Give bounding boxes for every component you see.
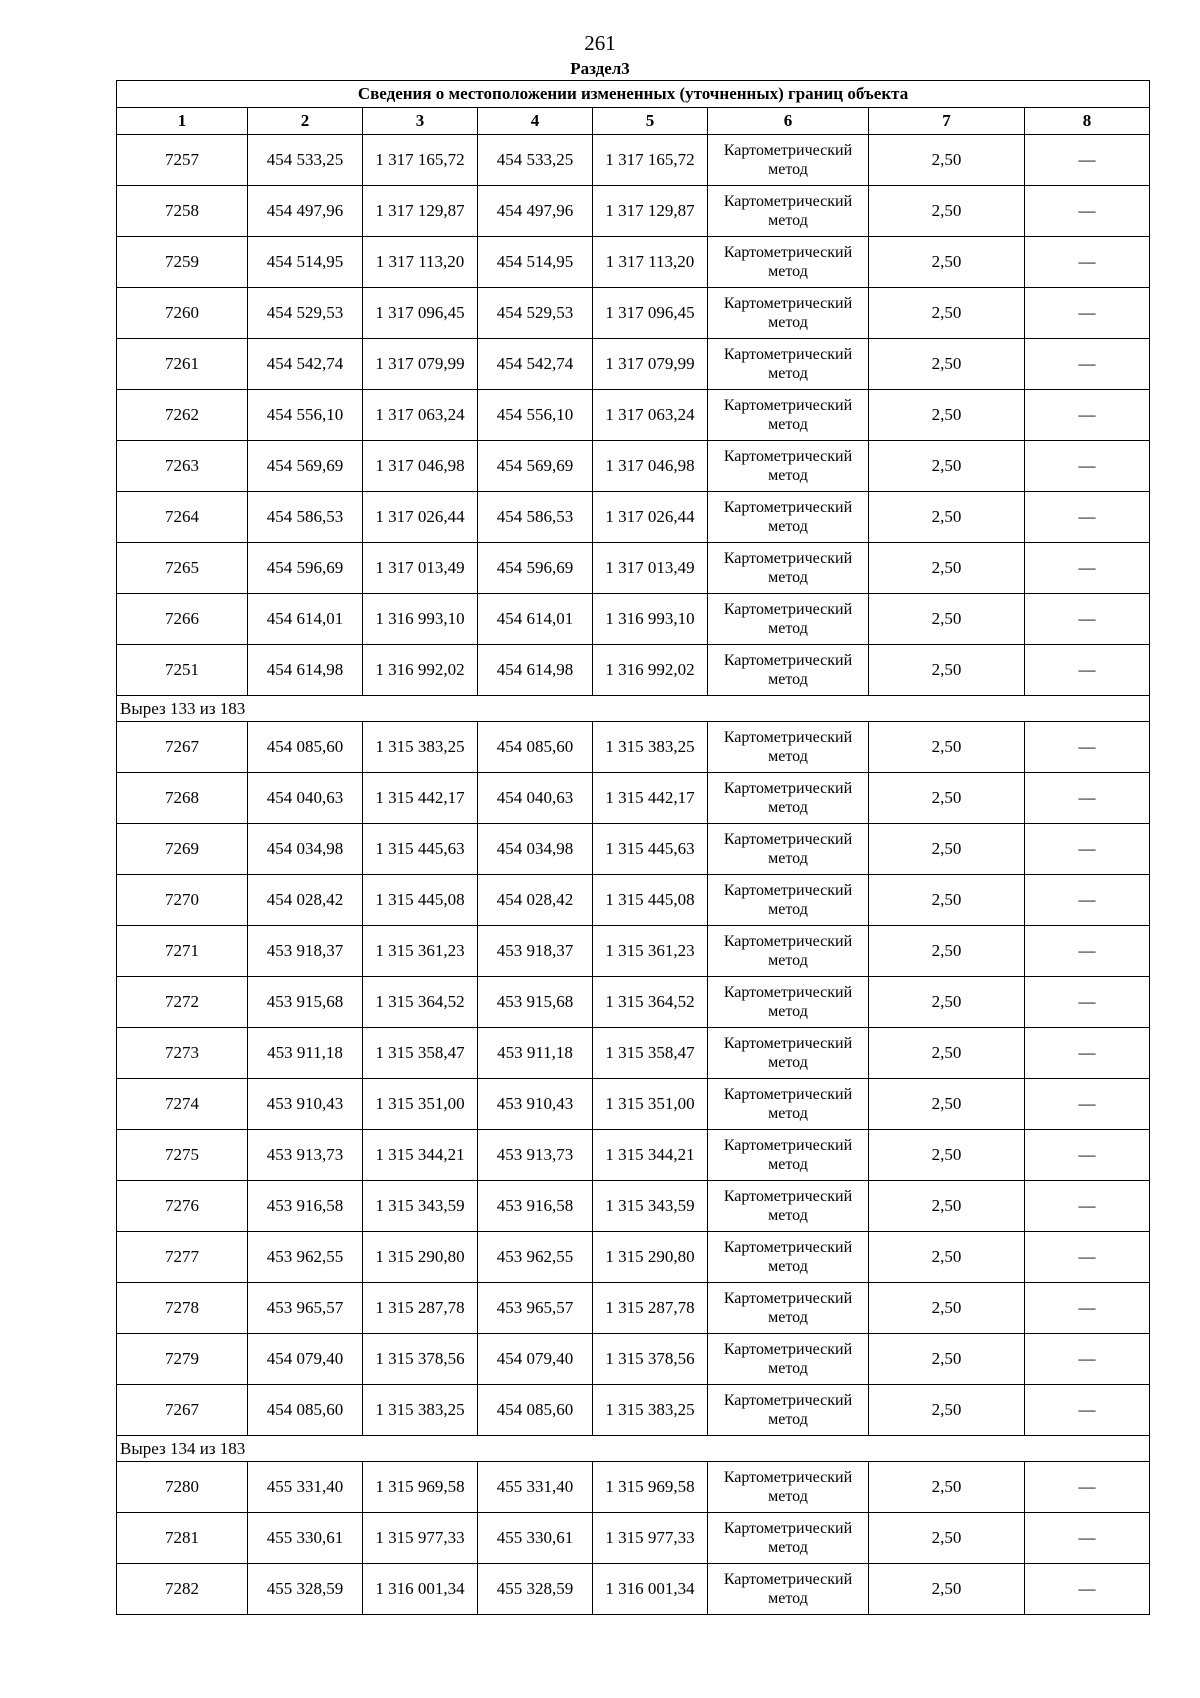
cell-col-7: 2,50 — [869, 1564, 1025, 1615]
cell-col-2: 454 497,96 — [248, 186, 363, 237]
cell-col-5: 1 317 096,45 — [593, 288, 708, 339]
cell-col-2: 453 916,58 — [248, 1181, 363, 1232]
cell-col-1: 7263 — [117, 441, 248, 492]
column-number-2: 2 — [248, 108, 363, 135]
cell-col-1: 7273 — [117, 1028, 248, 1079]
cell-col-6: Картометрический метод — [708, 1028, 869, 1079]
cell-col-8: — — [1025, 186, 1150, 237]
cell-col-8: — — [1025, 1130, 1150, 1181]
cell-col-5: 1 315 364,52 — [593, 977, 708, 1028]
cell-col-6: Картометрический метод — [708, 390, 869, 441]
cell-col-4: 454 614,01 — [478, 594, 593, 645]
cell-col-6: Картометрический метод — [708, 594, 869, 645]
table-row — [117, 1334, 1150, 1385]
table-row — [117, 339, 1150, 390]
table-row — [117, 773, 1150, 824]
cut-header-row — [117, 1436, 1150, 1462]
table-row — [117, 645, 1150, 696]
table-row — [117, 594, 1150, 645]
cell-col-7: 2,50 — [869, 1283, 1025, 1334]
cell-col-2: 453 913,73 — [248, 1130, 363, 1181]
cell-col-7: 2,50 — [869, 645, 1025, 696]
cell-col-8: — — [1025, 339, 1150, 390]
cell-col-5: 1 315 977,33 — [593, 1513, 708, 1564]
table-row — [117, 824, 1150, 875]
cell-col-1: 7280 — [117, 1462, 248, 1513]
cell-col-3: 1 316 992,02 — [363, 645, 478, 696]
cell-col-2: 454 614,98 — [248, 645, 363, 696]
cell-col-5: 1 317 129,87 — [593, 186, 708, 237]
cell-col-1: 7281 — [117, 1513, 248, 1564]
cell-col-3: 1 315 445,08 — [363, 875, 478, 926]
cell-col-8: — — [1025, 237, 1150, 288]
cell-col-1: 7262 — [117, 390, 248, 441]
cell-col-2: 454 040,63 — [248, 773, 363, 824]
cell-col-5: 1 315 344,21 — [593, 1130, 708, 1181]
table-row — [117, 1232, 1150, 1283]
table-row — [117, 237, 1150, 288]
cell-col-3: 1 317 046,98 — [363, 441, 478, 492]
cell-col-4: 453 910,43 — [478, 1079, 593, 1130]
page-number: 261 — [584, 31, 616, 55]
cell-col-4: 455 331,40 — [478, 1462, 593, 1513]
cell-col-7: 2,50 — [869, 1385, 1025, 1436]
column-number-row — [117, 108, 1150, 135]
cell-col-2: 454 533,25 — [248, 135, 363, 186]
cell-col-8: — — [1025, 594, 1150, 645]
cell-col-5: 1 315 442,17 — [593, 773, 708, 824]
cell-col-2: 454 529,53 — [248, 288, 363, 339]
cell-col-4: 454 529,53 — [478, 288, 593, 339]
cell-col-4: 454 514,95 — [478, 237, 593, 288]
column-number-4: 4 — [478, 108, 593, 135]
cell-col-6: Картометрический метод — [708, 1232, 869, 1283]
column-number-7: 7 — [869, 108, 1025, 135]
table-row — [117, 492, 1150, 543]
cell-col-2: 454 085,60 — [248, 722, 363, 773]
cell-col-7: 2,50 — [869, 492, 1025, 543]
cell-col-6: Картометрический метод — [708, 492, 869, 543]
cell-col-8: — — [1025, 441, 1150, 492]
table-row — [117, 1283, 1150, 1334]
cell-col-1: 7276 — [117, 1181, 248, 1232]
table-row — [117, 1385, 1150, 1436]
cell-col-6: Картометрический метод — [708, 824, 869, 875]
cell-col-6: Картометрический метод — [708, 875, 869, 926]
cell-col-5: 1 315 445,63 — [593, 824, 708, 875]
table-row — [117, 722, 1150, 773]
cell-col-1: 7271 — [117, 926, 248, 977]
cell-col-7: 2,50 — [869, 773, 1025, 824]
cell-col-4: 454 497,96 — [478, 186, 593, 237]
cell-col-8: — — [1025, 1181, 1150, 1232]
cell-col-3: 1 315 287,78 — [363, 1283, 478, 1334]
cell-col-1: 7267 — [117, 722, 248, 773]
cell-col-2: 455 330,61 — [248, 1513, 363, 1564]
cell-col-4: 453 913,73 — [478, 1130, 593, 1181]
cell-col-7: 2,50 — [869, 390, 1025, 441]
cell-col-2: 454 034,98 — [248, 824, 363, 875]
cell-col-1: 7275 — [117, 1130, 248, 1181]
cell-col-1: 7272 — [117, 977, 248, 1028]
cell-col-7: 2,50 — [869, 594, 1025, 645]
cell-col-4: 453 962,55 — [478, 1232, 593, 1283]
table-row — [117, 875, 1150, 926]
cell-col-8: — — [1025, 1232, 1150, 1283]
cell-col-8: — — [1025, 288, 1150, 339]
cell-col-2: 453 918,37 — [248, 926, 363, 977]
cell-col-2: 454 596,69 — [248, 543, 363, 594]
cell-col-8: — — [1025, 543, 1150, 594]
cell-col-8: — — [1025, 1385, 1150, 1436]
cell-col-8: — — [1025, 135, 1150, 186]
cell-col-4: 455 328,59 — [478, 1564, 593, 1615]
cell-col-7: 2,50 — [869, 186, 1025, 237]
cell-col-8: — — [1025, 926, 1150, 977]
table-body — [117, 135, 1150, 1615]
cell-col-5: 1 316 993,10 — [593, 594, 708, 645]
cell-col-3: 1 317 113,20 — [363, 237, 478, 288]
cell-col-6: Картометрический метод — [708, 1334, 869, 1385]
table-row — [117, 1462, 1150, 1513]
cell-col-5: 1 315 351,00 — [593, 1079, 708, 1130]
cell-col-8: — — [1025, 773, 1150, 824]
cell-col-6: Картометрический метод — [708, 977, 869, 1028]
cell-col-7: 2,50 — [869, 1462, 1025, 1513]
cell-col-1: 7257 — [117, 135, 248, 186]
cell-col-8: — — [1025, 1513, 1150, 1564]
cell-col-3: 1 315 383,25 — [363, 722, 478, 773]
cell-col-6: Картометрический метод — [708, 773, 869, 824]
cell-col-2: 453 911,18 — [248, 1028, 363, 1079]
cell-col-4: 454 079,40 — [478, 1334, 593, 1385]
column-number-8: 8 — [1025, 108, 1150, 135]
cut-label: Вырез 134 из 183 — [117, 1436, 1150, 1462]
cell-col-4: 453 911,18 — [478, 1028, 593, 1079]
cell-col-3: 1 316 001,34 — [363, 1564, 478, 1615]
cell-col-1: 7277 — [117, 1232, 248, 1283]
cell-col-3: 1 315 361,23 — [363, 926, 478, 977]
cell-col-7: 2,50 — [869, 1232, 1025, 1283]
cell-col-4: 454 533,25 — [478, 135, 593, 186]
cell-col-4: 454 586,53 — [478, 492, 593, 543]
cell-col-6: Картометрический метод — [708, 339, 869, 390]
cell-col-5: 1 315 290,80 — [593, 1232, 708, 1283]
cell-col-3: 1 315 290,80 — [363, 1232, 478, 1283]
cell-col-7: 2,50 — [869, 1079, 1025, 1130]
cell-col-6: Картометрический метод — [708, 1564, 869, 1615]
table-row — [117, 1513, 1150, 1564]
column-number-1: 1 — [117, 108, 248, 135]
cell-col-2: 454 514,95 — [248, 237, 363, 288]
cell-col-1: 7251 — [117, 645, 248, 696]
cell-col-3: 1 315 969,58 — [363, 1462, 478, 1513]
cell-col-3: 1 316 993,10 — [363, 594, 478, 645]
cell-col-1: 7266 — [117, 594, 248, 645]
cell-col-3: 1 317 096,45 — [363, 288, 478, 339]
cell-col-1: 7268 — [117, 773, 248, 824]
cell-col-2: 454 586,53 — [248, 492, 363, 543]
cell-col-3: 1 317 165,72 — [363, 135, 478, 186]
cell-col-5: 1 315 287,78 — [593, 1283, 708, 1334]
cell-col-2: 453 965,57 — [248, 1283, 363, 1334]
cell-col-6: Картометрический метод — [708, 186, 869, 237]
table-row — [117, 135, 1150, 186]
cell-col-3: 1 317 026,44 — [363, 492, 478, 543]
cell-col-4: 454 569,69 — [478, 441, 593, 492]
cell-col-7: 2,50 — [869, 722, 1025, 773]
cell-col-4: 453 915,68 — [478, 977, 593, 1028]
cell-col-8: — — [1025, 1334, 1150, 1385]
cell-col-2: 454 542,74 — [248, 339, 363, 390]
cell-col-8: — — [1025, 1283, 1150, 1334]
table-row — [117, 1181, 1150, 1232]
cell-col-3: 1 315 344,21 — [363, 1130, 478, 1181]
cell-col-6: Картометрический метод — [708, 1130, 869, 1181]
cell-col-1: 7261 — [117, 339, 248, 390]
cell-col-5: 1 315 969,58 — [593, 1462, 708, 1513]
cell-col-4: 454 596,69 — [478, 543, 593, 594]
cell-col-8: — — [1025, 645, 1150, 696]
cell-col-7: 2,50 — [869, 339, 1025, 390]
cell-col-1: 7264 — [117, 492, 248, 543]
cell-col-1: 7269 — [117, 824, 248, 875]
cell-col-1: 7282 — [117, 1564, 248, 1615]
cell-col-8: — — [1025, 390, 1150, 441]
cell-col-7: 2,50 — [869, 875, 1025, 926]
cell-col-6: Картометрический метод — [708, 1079, 869, 1130]
cell-col-8: — — [1025, 722, 1150, 773]
cell-col-3: 1 317 079,99 — [363, 339, 478, 390]
cell-col-3: 1 315 351,00 — [363, 1079, 478, 1130]
cell-col-7: 2,50 — [869, 237, 1025, 288]
cell-col-3: 1 315 343,59 — [363, 1181, 478, 1232]
cell-col-2: 453 915,68 — [248, 977, 363, 1028]
cell-col-1: 7278 — [117, 1283, 248, 1334]
cell-col-5: 1 317 046,98 — [593, 441, 708, 492]
cell-col-5: 1 315 358,47 — [593, 1028, 708, 1079]
cell-col-5: 1 315 383,25 — [593, 1385, 708, 1436]
cell-col-4: 454 085,60 — [478, 1385, 593, 1436]
cell-col-5: 1 317 079,99 — [593, 339, 708, 390]
table-row — [117, 1564, 1150, 1615]
cell-col-5: 1 317 063,24 — [593, 390, 708, 441]
column-number-5: 5 — [593, 108, 708, 135]
cell-col-3: 1 315 383,25 — [363, 1385, 478, 1436]
cell-col-6: Картометрический метод — [708, 1385, 869, 1436]
cell-col-7: 2,50 — [869, 441, 1025, 492]
table-row — [117, 543, 1150, 594]
table-row — [117, 977, 1150, 1028]
section-title: Раздел3 — [570, 59, 630, 78]
cell-col-3: 1 315 364,52 — [363, 977, 478, 1028]
cell-col-7: 2,50 — [869, 1130, 1025, 1181]
cell-col-7: 2,50 — [869, 135, 1025, 186]
cell-col-7: 2,50 — [869, 926, 1025, 977]
cell-col-8: — — [1025, 1564, 1150, 1615]
cell-col-4: 453 916,58 — [478, 1181, 593, 1232]
cell-col-8: — — [1025, 1028, 1150, 1079]
cell-col-5: 1 316 001,34 — [593, 1564, 708, 1615]
table-row — [117, 441, 1150, 492]
cell-col-2: 455 331,40 — [248, 1462, 363, 1513]
cell-col-5: 1 317 013,49 — [593, 543, 708, 594]
cell-col-6: Картометрический метод — [708, 1462, 869, 1513]
column-number-3: 3 — [363, 108, 478, 135]
cell-col-4: 454 040,63 — [478, 773, 593, 824]
cell-col-2: 453 910,43 — [248, 1079, 363, 1130]
cell-col-6: Картометрический метод — [708, 441, 869, 492]
cell-col-2: 454 614,01 — [248, 594, 363, 645]
cell-col-7: 2,50 — [869, 824, 1025, 875]
cell-col-2: 454 556,10 — [248, 390, 363, 441]
cell-col-4: 454 542,74 — [478, 339, 593, 390]
cell-col-1: 7274 — [117, 1079, 248, 1130]
cell-col-1: 7265 — [117, 543, 248, 594]
cell-col-3: 1 317 013,49 — [363, 543, 478, 594]
cell-col-5: 1 316 992,02 — [593, 645, 708, 696]
cell-col-4: 454 556,10 — [478, 390, 593, 441]
cell-col-1: 7267 — [117, 1385, 248, 1436]
boundary-coordinates-table — [116, 80, 1150, 1615]
cell-col-5: 1 315 383,25 — [593, 722, 708, 773]
cell-col-7: 2,50 — [869, 977, 1025, 1028]
cell-col-4: 454 614,98 — [478, 645, 593, 696]
cell-col-4: 453 918,37 — [478, 926, 593, 977]
table-row — [117, 288, 1150, 339]
cell-col-7: 2,50 — [869, 1028, 1025, 1079]
cell-col-8: — — [1025, 977, 1150, 1028]
cell-col-6: Картометрический метод — [708, 1181, 869, 1232]
cell-col-4: 454 028,42 — [478, 875, 593, 926]
cell-col-2: 454 079,40 — [248, 1334, 363, 1385]
cell-col-5: 1 317 165,72 — [593, 135, 708, 186]
cell-col-6: Картометрический метод — [708, 645, 869, 696]
cell-col-2: 455 328,59 — [248, 1564, 363, 1615]
cell-col-5: 1 317 113,20 — [593, 237, 708, 288]
cell-col-7: 2,50 — [869, 543, 1025, 594]
table-row — [117, 1130, 1150, 1181]
cell-col-4: 455 330,61 — [478, 1513, 593, 1564]
cell-col-3: 1 317 063,24 — [363, 390, 478, 441]
cell-col-3: 1 317 129,87 — [363, 186, 478, 237]
cell-col-5: 1 315 445,08 — [593, 875, 708, 926]
cell-col-7: 2,50 — [869, 288, 1025, 339]
cell-col-6: Картометрический метод — [708, 1513, 869, 1564]
cell-col-6: Картометрический метод — [708, 543, 869, 594]
cell-col-7: 2,50 — [869, 1181, 1025, 1232]
cell-col-6: Картометрический метод — [708, 288, 869, 339]
table-row — [117, 1028, 1150, 1079]
cell-col-6: Картометрический метод — [708, 135, 869, 186]
cell-col-1: 7270 — [117, 875, 248, 926]
cell-col-1: 7259 — [117, 237, 248, 288]
cell-col-3: 1 315 977,33 — [363, 1513, 478, 1564]
cell-col-8: — — [1025, 492, 1150, 543]
cell-col-3: 1 315 445,63 — [363, 824, 478, 875]
cell-col-4: 454 034,98 — [478, 824, 593, 875]
cell-col-4: 454 085,60 — [478, 722, 593, 773]
cell-col-7: 2,50 — [869, 1334, 1025, 1385]
cell-col-8: — — [1025, 824, 1150, 875]
cut-label: Вырез 133 из 183 — [117, 696, 1150, 722]
cell-col-4: 453 965,57 — [478, 1283, 593, 1334]
table-caption: Сведения о местоположении измененных (уточненных) границ объекта — [117, 81, 1150, 108]
cell-col-1: 7279 — [117, 1334, 248, 1385]
table-row — [117, 186, 1150, 237]
cell-col-6: Картометрический метод — [708, 1283, 869, 1334]
cell-col-2: 453 962,55 — [248, 1232, 363, 1283]
cell-col-8: — — [1025, 875, 1150, 926]
column-number-6: 6 — [708, 108, 869, 135]
cell-col-5: 1 315 378,56 — [593, 1334, 708, 1385]
cell-col-8: — — [1025, 1079, 1150, 1130]
cell-col-5: 1 317 026,44 — [593, 492, 708, 543]
cut-header-row — [117, 696, 1150, 722]
cell-col-6: Картометрический метод — [708, 237, 869, 288]
cell-col-2: 454 028,42 — [248, 875, 363, 926]
cell-col-2: 454 569,69 — [248, 441, 363, 492]
cell-col-1: 7260 — [117, 288, 248, 339]
cell-col-7: 2,50 — [869, 1513, 1025, 1564]
cell-col-1: 7258 — [117, 186, 248, 237]
table-row — [117, 1079, 1150, 1130]
cell-col-5: 1 315 361,23 — [593, 926, 708, 977]
table-row — [117, 926, 1150, 977]
table-row — [117, 390, 1150, 441]
cell-col-6: Картометрический метод — [708, 722, 869, 773]
cell-col-3: 1 315 358,47 — [363, 1028, 478, 1079]
cell-col-2: 454 085,60 — [248, 1385, 363, 1436]
cell-col-3: 1 315 378,56 — [363, 1334, 478, 1385]
cell-col-5: 1 315 343,59 — [593, 1181, 708, 1232]
cell-col-6: Картометрический метод — [708, 926, 869, 977]
cell-col-8: — — [1025, 1462, 1150, 1513]
cell-col-3: 1 315 442,17 — [363, 773, 478, 824]
